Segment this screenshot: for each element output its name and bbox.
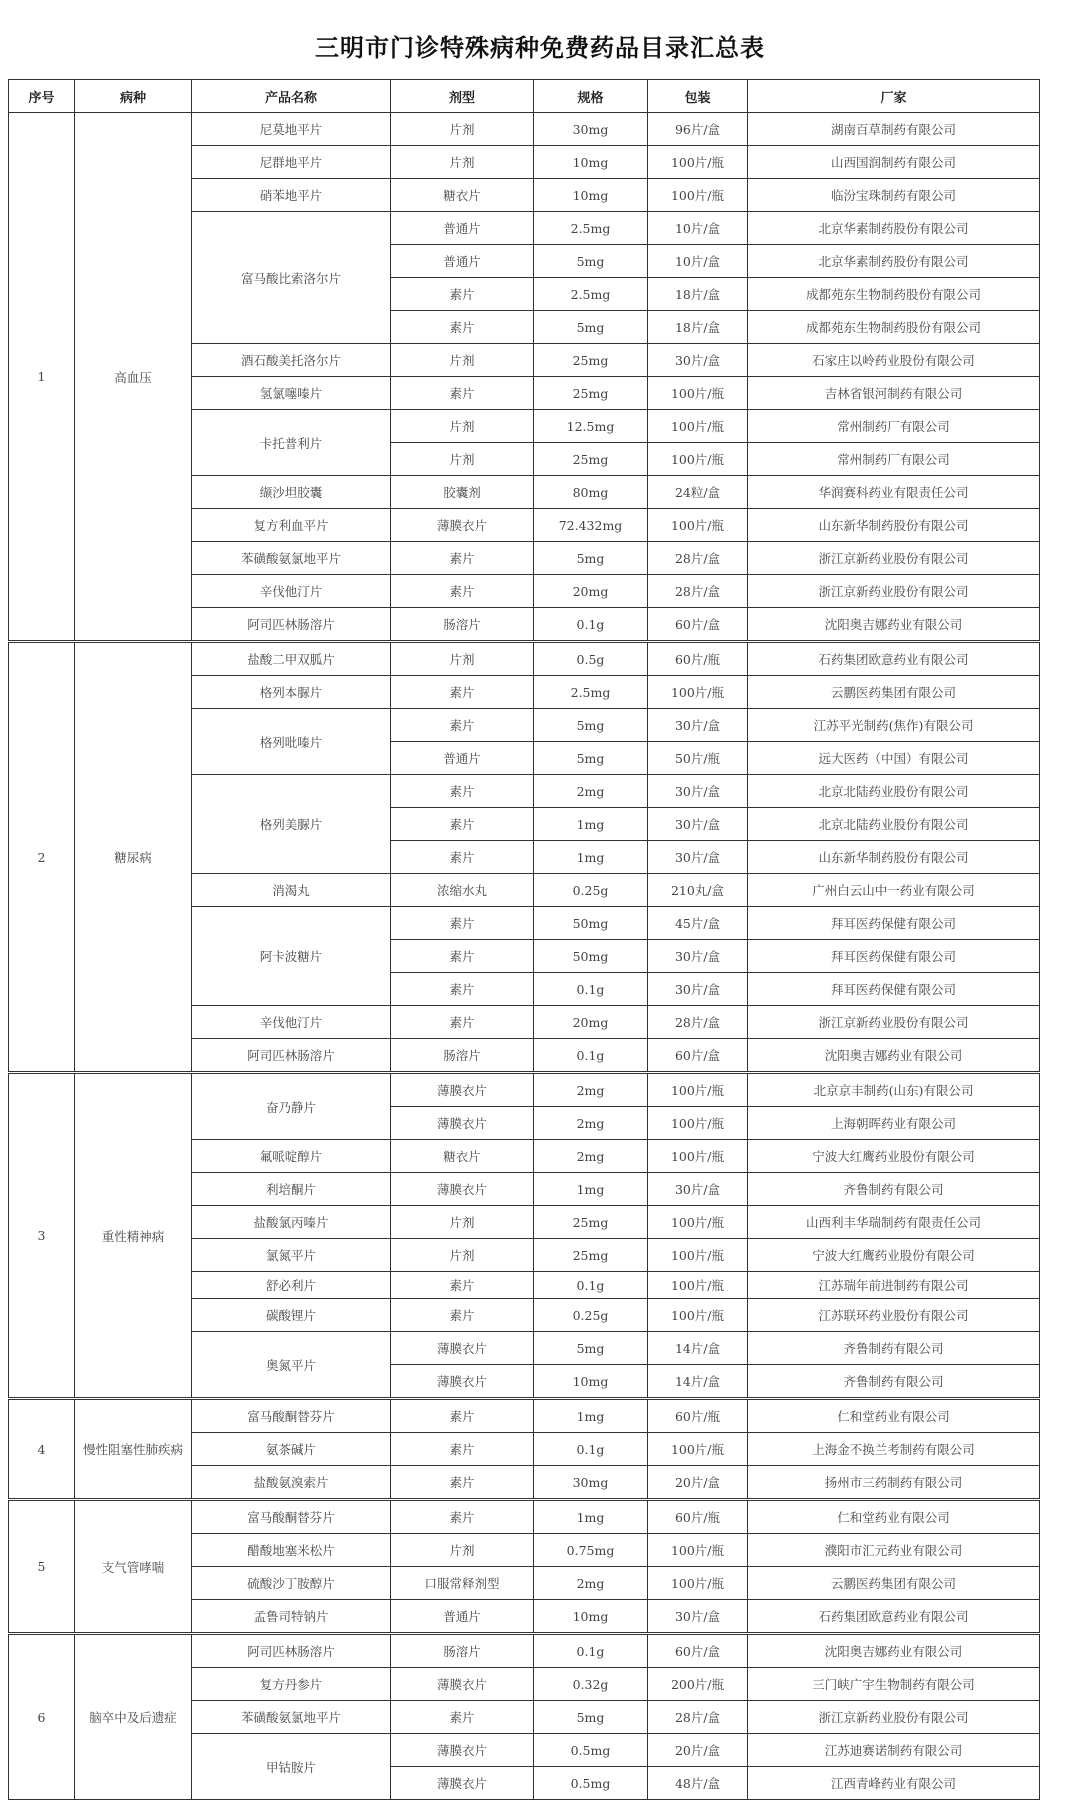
- manufacturer: 石药集团欧意药业有限公司: [748, 642, 1040, 676]
- manufacturer: 云鹏医药集团有限公司: [748, 676, 1040, 709]
- product-name: 氨茶碱片: [192, 1433, 391, 1466]
- section-index: 1: [9, 113, 75, 642]
- manufacturer: 江苏迪赛诺制药有限公司: [748, 1734, 1040, 1767]
- manufacturer: 沈阳奥吉娜药业有限公司: [748, 1634, 1040, 1668]
- packaging: 100片/瓶: [648, 1534, 748, 1567]
- specification: 5mg: [534, 1701, 648, 1734]
- dosage-form: 薄膜衣片: [391, 1767, 534, 1800]
- section-index: 5: [9, 1500, 75, 1634]
- table-row: [9, 642, 1040, 676]
- manufacturer: 江西青峰药业有限公司: [748, 1767, 1040, 1800]
- section-disease: 重性精神病: [75, 1073, 192, 1399]
- specification: 25mg: [534, 1239, 648, 1272]
- specification: 50mg: [534, 907, 648, 940]
- dosage-form: 素片: [391, 377, 534, 410]
- specification: 0.1g: [534, 973, 648, 1006]
- packaging: 10片/盒: [648, 245, 748, 278]
- specification: 2.5mg: [534, 278, 648, 311]
- packaging: 100片/瓶: [648, 1272, 748, 1299]
- product-name: 卡托普利片: [192, 410, 391, 476]
- specification: 20mg: [534, 575, 648, 608]
- dosage-form: 素片: [391, 1006, 534, 1039]
- packaging: 30片/盒: [648, 1173, 748, 1206]
- packaging: 30片/盒: [648, 940, 748, 973]
- packaging: 100片/瓶: [648, 1140, 748, 1173]
- dosage-form: 片剂: [391, 146, 534, 179]
- product-name: 苯磺酸氨氯地平片: [192, 1701, 391, 1734]
- packaging: 30片/盒: [648, 344, 748, 377]
- dosage-form: 素片: [391, 575, 534, 608]
- product-name: 氯氮平片: [192, 1239, 391, 1272]
- table-row: [9, 1399, 1040, 1433]
- specification: 0.25g: [534, 874, 648, 907]
- manufacturer: 吉林省银河制药有限公司: [748, 377, 1040, 410]
- dosage-form: 素片: [391, 1701, 534, 1734]
- table-row: [9, 113, 1040, 146]
- drug-catalog-table: [8, 79, 1040, 1800]
- specification: 10mg: [534, 179, 648, 212]
- product-name: 盐酸二甲双胍片: [192, 642, 391, 676]
- product-name: 孟鲁司特钠片: [192, 1600, 391, 1634]
- product-name: 富马酸比索洛尔片: [192, 212, 391, 344]
- manufacturer: 山东新华制药股份有限公司: [748, 509, 1040, 542]
- manufacturer: 山西国润制药有限公司: [748, 146, 1040, 179]
- product-name: 缬沙坦胶囊: [192, 476, 391, 509]
- dosage-form: 薄膜衣片: [391, 1734, 534, 1767]
- manufacturer: 齐鲁制药有限公司: [748, 1332, 1040, 1365]
- dosage-form: 普通片: [391, 1600, 534, 1634]
- dosage-form: 糖衣片: [391, 1140, 534, 1173]
- product-name: 酒石酸美托洛尔片: [192, 344, 391, 377]
- header-specification: 规格: [534, 80, 648, 113]
- dosage-form: 浓缩水丸: [391, 874, 534, 907]
- manufacturer: 江苏瑞年前进制药有限公司: [748, 1272, 1040, 1299]
- product-name: 盐酸氨溴索片: [192, 1466, 391, 1500]
- specification: 0.1g: [534, 608, 648, 642]
- manufacturer: 华润赛科药业有限责任公司: [748, 476, 1040, 509]
- product-name: 舒必利片: [192, 1272, 391, 1299]
- dosage-form: 片剂: [391, 1534, 534, 1567]
- section-disease: 脑卒中及后遗症: [75, 1634, 192, 1800]
- specification: 5mg: [534, 1332, 648, 1365]
- specification: 30mg: [534, 113, 648, 146]
- manufacturer: 上海朝晖药业有限公司: [748, 1107, 1040, 1140]
- packaging: 60片/盒: [648, 1039, 748, 1073]
- manufacturer: 常州制药厂有限公司: [748, 410, 1040, 443]
- packaging: 28片/盒: [648, 542, 748, 575]
- manufacturer: 仁和堂药业有限公司: [748, 1399, 1040, 1433]
- dosage-form: 素片: [391, 907, 534, 940]
- packaging: 28片/盒: [648, 575, 748, 608]
- dosage-form: 口服常释剂型: [391, 1567, 534, 1600]
- specification: 5mg: [534, 245, 648, 278]
- packaging: 100片/瓶: [648, 410, 748, 443]
- manufacturer: 临汾宝珠制药有限公司: [748, 179, 1040, 212]
- manufacturer: 宁波大红鹰药业股份有限公司: [748, 1239, 1040, 1272]
- packaging: 100片/瓶: [648, 1433, 748, 1466]
- manufacturer: 齐鲁制药有限公司: [748, 1365, 1040, 1399]
- packaging: 100片/瓶: [648, 509, 748, 542]
- dosage-form: 素片: [391, 709, 534, 742]
- product-name: 富马酸酮替芬片: [192, 1399, 391, 1433]
- manufacturer: 濮阳市汇元药业有限公司: [748, 1534, 1040, 1567]
- specification: 25mg: [534, 1206, 648, 1239]
- section-index: 2: [9, 642, 75, 1073]
- dosage-form: 薄膜衣片: [391, 1365, 534, 1399]
- table-row: [9, 1500, 1040, 1534]
- packaging: 100片/瓶: [648, 443, 748, 476]
- dosage-form: 薄膜衣片: [391, 1332, 534, 1365]
- dosage-form: 肠溶片: [391, 608, 534, 642]
- packaging: 100片/瓶: [648, 179, 748, 212]
- product-name: 辛伐他汀片: [192, 1006, 391, 1039]
- dosage-form: 素片: [391, 1299, 534, 1332]
- product-name: 氟哌啶醇片: [192, 1140, 391, 1173]
- dosage-form: 薄膜衣片: [391, 1173, 534, 1206]
- dosage-form: 素片: [391, 940, 534, 973]
- table-row: [9, 1634, 1040, 1668]
- manufacturer: 湖南百草制药有限公司: [748, 113, 1040, 146]
- header-product-name: 产品名称: [192, 80, 391, 113]
- packaging: 30片/盒: [648, 973, 748, 1006]
- specification: 2.5mg: [534, 676, 648, 709]
- product-name: 阿司匹林肠溶片: [192, 1634, 391, 1668]
- manufacturer: 云鹏医药集团有限公司: [748, 1567, 1040, 1600]
- manufacturer: 山东新华制药股份有限公司: [748, 841, 1040, 874]
- product-name: 硫酸沙丁胺醇片: [192, 1567, 391, 1600]
- product-name: 碳酸锂片: [192, 1299, 391, 1332]
- dosage-form: 普通片: [391, 245, 534, 278]
- product-name: 硝苯地平片: [192, 179, 391, 212]
- product-name: 阿卡波糖片: [192, 907, 391, 1006]
- section-index: 6: [9, 1634, 75, 1800]
- manufacturer: 齐鲁制药有限公司: [748, 1173, 1040, 1206]
- packaging: 20片/盒: [648, 1734, 748, 1767]
- dosage-form: 薄膜衣片: [391, 1668, 534, 1701]
- section-index: 4: [9, 1399, 75, 1500]
- specification: 0.25g: [534, 1299, 648, 1332]
- product-name: 格列吡嗪片: [192, 709, 391, 775]
- packaging: 100片/瓶: [648, 146, 748, 179]
- manufacturer: 扬州市三药制药有限公司: [748, 1466, 1040, 1500]
- manufacturer: 石药集团欧意药业有限公司: [748, 1600, 1040, 1634]
- dosage-form: 片剂: [391, 113, 534, 146]
- page-title: 三明市门诊特殊病种免费药品目录汇总表: [315, 33, 765, 62]
- specification: 12.5mg: [534, 410, 648, 443]
- product-name: 复方利血平片: [192, 509, 391, 542]
- specification: 10mg: [534, 146, 648, 179]
- table-header: [9, 80, 1040, 113]
- packaging: 200片/瓶: [648, 1668, 748, 1701]
- specification: 0.1g: [534, 1634, 648, 1668]
- specification: 0.1g: [534, 1039, 648, 1073]
- manufacturer: 拜耳医药保健有限公司: [748, 973, 1040, 1006]
- specification: 20mg: [534, 1006, 648, 1039]
- packaging: 96片/盒: [648, 113, 748, 146]
- product-name: 阿司匹林肠溶片: [192, 1039, 391, 1073]
- manufacturer: 仁和堂药业有限公司: [748, 1500, 1040, 1534]
- section-disease: 糖尿病: [75, 642, 192, 1073]
- packaging: 28片/盒: [648, 1701, 748, 1734]
- product-name: 消渴丸: [192, 874, 391, 907]
- dosage-form: 薄膜衣片: [391, 509, 534, 542]
- packaging: 18片/盒: [648, 278, 748, 311]
- packaging: 30片/盒: [648, 808, 748, 841]
- product-name: 奋乃静片: [192, 1073, 391, 1140]
- specification: 72.432mg: [534, 509, 648, 542]
- packaging: 24粒/盒: [648, 476, 748, 509]
- dosage-form: 片剂: [391, 410, 534, 443]
- packaging: 14片/盒: [648, 1365, 748, 1399]
- manufacturer: 江苏联环药业股份有限公司: [748, 1299, 1040, 1332]
- dosage-form: 片剂: [391, 642, 534, 676]
- dosage-form: 素片: [391, 1466, 534, 1500]
- dosage-form: 素片: [391, 676, 534, 709]
- header-row: [9, 80, 1040, 113]
- dosage-form: 素片: [391, 973, 534, 1006]
- header-packaging: 包装: [648, 80, 748, 113]
- packaging: 30片/盒: [648, 709, 748, 742]
- specification: 25mg: [534, 344, 648, 377]
- specification: 1mg: [534, 1399, 648, 1433]
- specification: 2mg: [534, 1107, 648, 1140]
- specification: 5mg: [534, 311, 648, 344]
- manufacturer: 浙江京新药业股份有限公司: [748, 575, 1040, 608]
- packaging: 18片/盒: [648, 311, 748, 344]
- manufacturer: 远大医药（中国）有限公司: [748, 742, 1040, 775]
- specification: 2mg: [534, 1073, 648, 1107]
- packaging: 60片/瓶: [648, 1399, 748, 1433]
- packaging: 100片/瓶: [648, 377, 748, 410]
- dosage-form: 薄膜衣片: [391, 1107, 534, 1140]
- disease-section: [9, 1073, 1040, 1399]
- section-disease: 支气管哮喘: [75, 1500, 192, 1634]
- packaging: 100片/瓶: [648, 1073, 748, 1107]
- packaging: 100片/瓶: [648, 1239, 748, 1272]
- specification: 10mg: [534, 1365, 648, 1399]
- dosage-form: 普通片: [391, 212, 534, 245]
- specification: 2.5mg: [534, 212, 648, 245]
- product-name: 醋酸地塞米松片: [192, 1534, 391, 1567]
- manufacturer: 北京京丰制药(山东)有限公司: [748, 1073, 1040, 1107]
- specification: 1mg: [534, 1173, 648, 1206]
- table-row: [9, 1073, 1040, 1107]
- specification: 0.5g: [534, 642, 648, 676]
- manufacturer: 三门峡广宇生物制药有限公司: [748, 1668, 1040, 1701]
- dosage-form: 素片: [391, 1399, 534, 1433]
- manufacturer: 沈阳奥吉娜药业有限公司: [748, 608, 1040, 642]
- dosage-form: 薄膜衣片: [391, 1073, 534, 1107]
- product-name: 利培酮片: [192, 1173, 391, 1206]
- dosage-form: 素片: [391, 278, 534, 311]
- product-name: 阿司匹林肠溶片: [192, 608, 391, 642]
- manufacturer: 拜耳医药保健有限公司: [748, 907, 1040, 940]
- dosage-form: 肠溶片: [391, 1634, 534, 1668]
- manufacturer: 北京华素制药股份有限公司: [748, 245, 1040, 278]
- header-index: 序号: [9, 80, 75, 113]
- disease-section: [9, 1634, 1040, 1800]
- specification: 1mg: [534, 808, 648, 841]
- specification: 1mg: [534, 1500, 648, 1534]
- dosage-form: 素片: [391, 808, 534, 841]
- specification: 5mg: [534, 542, 648, 575]
- specification: 2mg: [534, 1567, 648, 1600]
- packaging: 100片/瓶: [648, 676, 748, 709]
- product-name: 氢氯噻嗪片: [192, 377, 391, 410]
- specification: 0.5mg: [534, 1767, 648, 1800]
- packaging: 100片/瓶: [648, 1299, 748, 1332]
- manufacturer: 北京华素制药股份有限公司: [748, 212, 1040, 245]
- specification: 2mg: [534, 775, 648, 808]
- manufacturer: 成都苑东生物制药股份有限公司: [748, 278, 1040, 311]
- section-disease: 慢性阻塞性肺疾病: [75, 1399, 192, 1500]
- manufacturer: 北京北陆药业股份有限公司: [748, 808, 1040, 841]
- product-name: 奥氮平片: [192, 1332, 391, 1399]
- packaging: 48片/盒: [648, 1767, 748, 1800]
- manufacturer: 山西利丰华瑞制药有限责任公司: [748, 1206, 1040, 1239]
- manufacturer: 石家庄以岭药业股份有限公司: [748, 344, 1040, 377]
- dosage-form: 糖衣片: [391, 179, 534, 212]
- packaging: 100片/瓶: [648, 1107, 748, 1140]
- disease-section: [9, 1500, 1040, 1634]
- dosage-form: 素片: [391, 1500, 534, 1534]
- dosage-form: 素片: [391, 775, 534, 808]
- product-name: 尼群地平片: [192, 146, 391, 179]
- packaging: 30片/盒: [648, 775, 748, 808]
- specification: 5mg: [534, 742, 648, 775]
- disease-section: [9, 113, 1040, 642]
- product-name: 富马酸酮替芬片: [192, 1500, 391, 1534]
- dosage-form: 片剂: [391, 443, 534, 476]
- packaging: 14片/盒: [648, 1332, 748, 1365]
- dosage-form: 素片: [391, 542, 534, 575]
- disease-section: [9, 1399, 1040, 1500]
- packaging: 60片/盒: [648, 608, 748, 642]
- product-name: 苯磺酸氨氯地平片: [192, 542, 391, 575]
- dosage-form: 片剂: [391, 344, 534, 377]
- manufacturer: 浙江京新药业股份有限公司: [748, 542, 1040, 575]
- dosage-form: 胶囊剂: [391, 476, 534, 509]
- packaging: 210丸/盒: [648, 874, 748, 907]
- packaging: 45片/盒: [648, 907, 748, 940]
- specification: 30mg: [534, 1466, 648, 1500]
- packaging: 100片/瓶: [648, 1567, 748, 1600]
- dosage-form: 片剂: [391, 1206, 534, 1239]
- product-name: 格列本脲片: [192, 676, 391, 709]
- dosage-form: 肠溶片: [391, 1039, 534, 1073]
- header-disease: 病种: [75, 80, 192, 113]
- dosage-form: 素片: [391, 1433, 534, 1466]
- packaging: 50片/瓶: [648, 742, 748, 775]
- specification: 0.32g: [534, 1668, 648, 1701]
- specification: 50mg: [534, 940, 648, 973]
- specification: 2mg: [534, 1140, 648, 1173]
- packaging: 30片/盒: [648, 1600, 748, 1634]
- packaging: 28片/盒: [648, 1006, 748, 1039]
- specification: 80mg: [534, 476, 648, 509]
- packaging: 10片/盒: [648, 212, 748, 245]
- product-name: 格列美脲片: [192, 775, 391, 874]
- specification: 5mg: [534, 709, 648, 742]
- manufacturer: 常州制药厂有限公司: [748, 443, 1040, 476]
- manufacturer: 沈阳奥吉娜药业有限公司: [748, 1039, 1040, 1073]
- specification: 0.1g: [534, 1433, 648, 1466]
- packaging: 30片/盒: [648, 841, 748, 874]
- packaging: 60片/瓶: [648, 1500, 748, 1534]
- dosage-form: 素片: [391, 1272, 534, 1299]
- manufacturer: 浙江京新药业股份有限公司: [748, 1006, 1040, 1039]
- packaging: 20片/盒: [648, 1466, 748, 1500]
- packaging: 100片/瓶: [648, 1206, 748, 1239]
- product-name: 复方丹参片: [192, 1668, 391, 1701]
- manufacturer: 江苏平光制药(焦作)有限公司: [748, 709, 1040, 742]
- packaging: 60片/瓶: [648, 642, 748, 676]
- manufacturer: 宁波大红鹰药业股份有限公司: [748, 1140, 1040, 1173]
- dosage-form: 片剂: [391, 1239, 534, 1272]
- product-name: 尼莫地平片: [192, 113, 391, 146]
- manufacturer: 上海金不换兰考制药有限公司: [748, 1433, 1040, 1466]
- specification: 0.5mg: [534, 1734, 648, 1767]
- section-index: 3: [9, 1073, 75, 1399]
- manufacturer: 浙江京新药业股份有限公司: [748, 1701, 1040, 1734]
- dosage-form: 普通片: [391, 742, 534, 775]
- disease-section: [9, 642, 1040, 1073]
- specification: 0.1g: [534, 1272, 648, 1299]
- specification: 10mg: [534, 1600, 648, 1634]
- dosage-form: 素片: [391, 311, 534, 344]
- product-name: 辛伐他汀片: [192, 575, 391, 608]
- specification: 0.75mg: [534, 1534, 648, 1567]
- manufacturer: 成都苑东生物制药股份有限公司: [748, 311, 1040, 344]
- specification: 1mg: [534, 841, 648, 874]
- product-name: 甲钴胺片: [192, 1734, 391, 1800]
- header-manufacturer: 厂家: [748, 80, 1040, 113]
- packaging: 60片/盒: [648, 1634, 748, 1668]
- section-disease: 高血压: [75, 113, 192, 642]
- manufacturer: 北京北陆药业股份有限公司: [748, 775, 1040, 808]
- manufacturer: 广州白云山中一药业有限公司: [748, 874, 1040, 907]
- product-name: 盐酸氯丙嗪片: [192, 1206, 391, 1239]
- header-dosage-form: 剂型: [391, 80, 534, 113]
- dosage-form: 素片: [391, 841, 534, 874]
- specification: 25mg: [534, 377, 648, 410]
- specification: 25mg: [534, 443, 648, 476]
- manufacturer: 拜耳医药保健有限公司: [748, 940, 1040, 973]
